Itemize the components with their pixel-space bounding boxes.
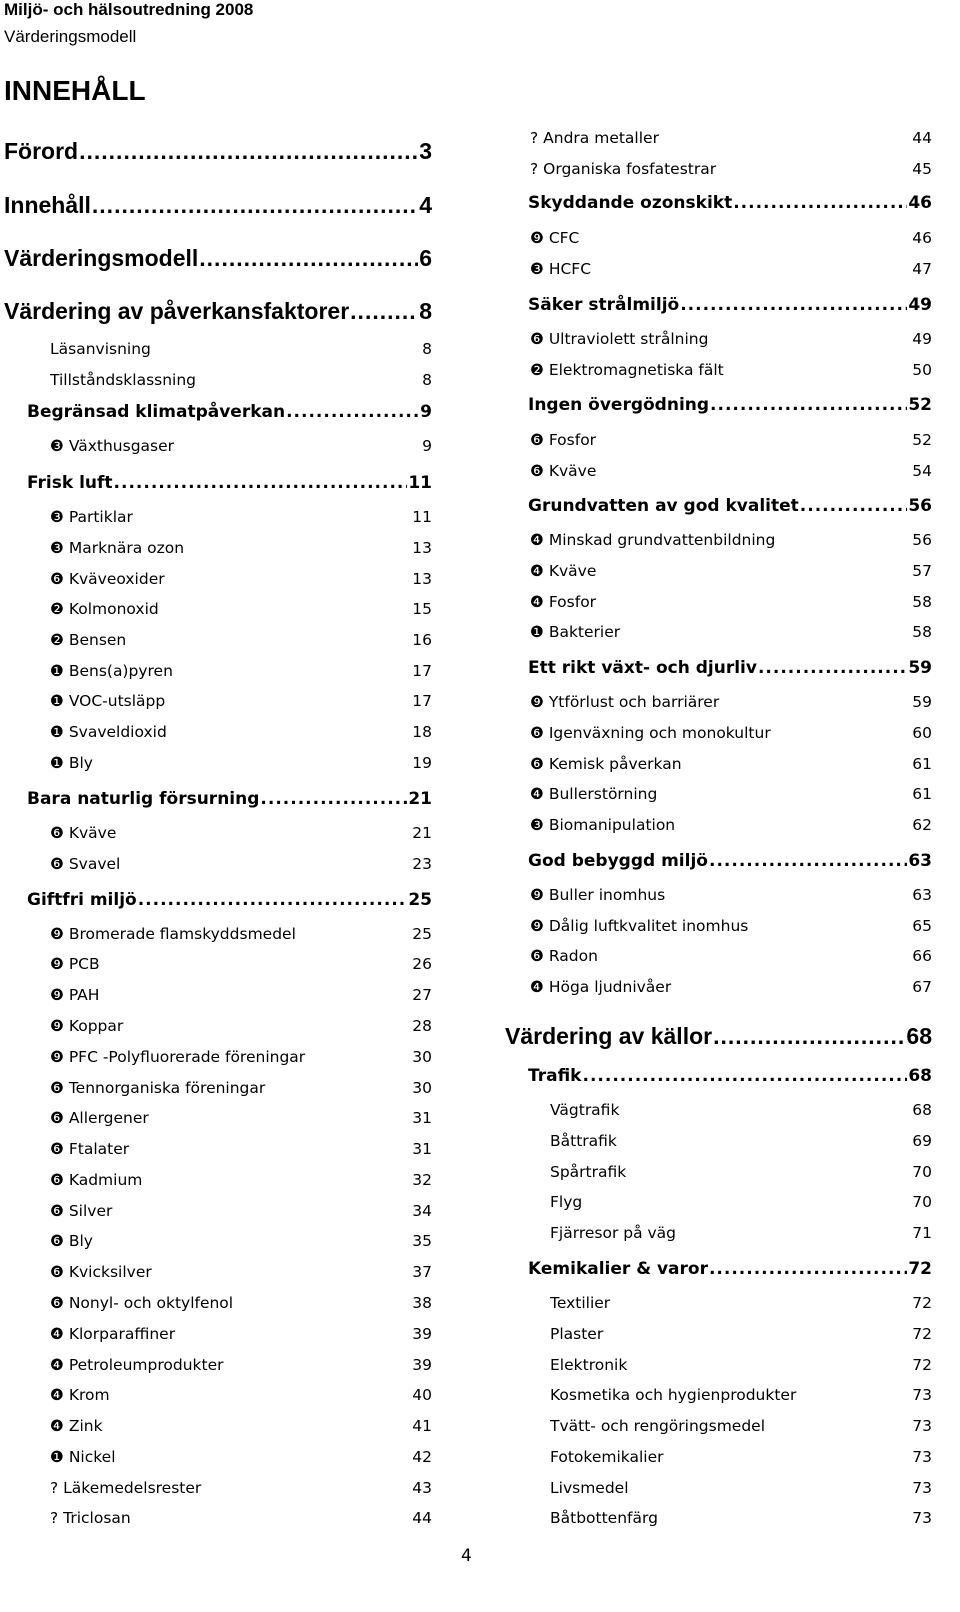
toc-entry[interactable] (528, 395, 932, 415)
toc-entry-page: 9 (422, 437, 432, 455)
toc-entry-page: 47 (912, 260, 932, 278)
toc-entry-label: ❻ Fosfor (530, 431, 597, 449)
toc-entry-label: ❾ Ytförlust och barriärer (530, 693, 720, 711)
toc-entry-page: 72 (912, 1356, 932, 1374)
toc-entry-page: 42 (412, 1448, 432, 1466)
toc-entry[interactable] (50, 754, 432, 772)
toc-entry-page: 6 (419, 245, 432, 271)
toc-entry[interactable] (550, 1163, 932, 1181)
toc-entry-page: 27 (412, 986, 432, 1004)
toc-entry[interactable] (27, 473, 432, 493)
toc-entry[interactable] (530, 260, 932, 278)
toc-entry-label: ❻ Svavel (50, 855, 121, 873)
toc-entry[interactable] (550, 1386, 932, 1404)
toc-entry[interactable] (4, 192, 432, 219)
toc-entry-label: Vägtrafik (550, 1101, 620, 1119)
toc-entry[interactable] (50, 1479, 432, 1497)
toc-entry-label: ❶ Bly (50, 754, 93, 772)
toc-entry[interactable] (50, 340, 432, 358)
toc-dot-leader (709, 1259, 907, 1279)
toc-entry-page: 72 (912, 1325, 932, 1343)
toc-entry-label: Bara naturlig försurning (27, 789, 260, 809)
toc-entry-label: ❻ Kväve (530, 462, 597, 480)
toc-entry[interactable] (27, 789, 432, 809)
toc-entry[interactable] (530, 755, 932, 773)
toc-entry-page: 63 (908, 851, 932, 871)
toc-entry[interactable] (50, 1232, 432, 1250)
toc-entry-page: 30 (412, 1048, 432, 1066)
toc-entry[interactable] (505, 1023, 932, 1050)
toc-entry[interactable] (4, 138, 432, 165)
toc-entry[interactable] (550, 1417, 932, 1435)
toc-entry-label: ❾ PFC -Polyfluorerade föreningar (50, 1048, 306, 1066)
toc-entry-label: ❹ Fosfor (530, 593, 597, 611)
toc-entry-page: 52 (912, 431, 932, 449)
toc-entry[interactable] (530, 724, 932, 742)
toc-entry[interactable] (530, 531, 932, 549)
toc-entry-page: 11 (412, 508, 432, 526)
toc-entry[interactable] (530, 623, 932, 641)
toc-entry-label: Kosmetika och hygienprodukter (550, 1386, 797, 1404)
toc-entry[interactable] (50, 692, 432, 710)
toc-dot-leader (114, 473, 408, 493)
toc-entry[interactable] (50, 855, 432, 873)
toc-entry[interactable] (550, 1509, 932, 1527)
toc-entry[interactable] (550, 1448, 932, 1466)
toc-entry[interactable] (4, 245, 432, 272)
toc-entry-page: 39 (412, 1325, 432, 1343)
toc-entry[interactable] (550, 1479, 932, 1497)
toc-entry[interactable] (27, 890, 432, 910)
toc-entry-page: 31 (412, 1109, 432, 1127)
toc-entry-page: 73 (912, 1509, 932, 1527)
toc-entry[interactable] (50, 371, 432, 389)
toc-entry-page: 45 (912, 160, 932, 178)
toc-entry-label: ❷ Kolmonoxid (50, 600, 159, 618)
toc-entry[interactable] (50, 955, 432, 973)
toc-entry[interactable] (50, 1048, 432, 1066)
toc-dot-leader (79, 138, 418, 165)
toc-entry[interactable] (528, 1066, 932, 1086)
toc-entry[interactable] (50, 570, 432, 588)
toc-entry-label: ❻ Bly (50, 1232, 93, 1250)
toc-entry[interactable] (50, 600, 432, 618)
toc-entry-label: ❹ Höga ljudnivåer (530, 978, 672, 996)
toc-entry-label: ❻ Nonyl- och oktylfenol (50, 1294, 234, 1312)
toc-entry-label: ❻ Igenväxning och monokultur (530, 724, 771, 742)
toc-entry-page: 62 (912, 816, 932, 834)
toc-entry-page: 44 (912, 129, 932, 147)
toc-entry-page: 8 (422, 371, 432, 389)
toc-entry-page: 34 (412, 1202, 432, 1220)
toc-entry-label: Innehåll (4, 192, 91, 218)
toc-entry-page: 67 (912, 978, 932, 996)
toc-entry-page: 13 (412, 539, 432, 557)
toc-entry-label: ❹ Petroleumprodukter (50, 1356, 224, 1374)
toc-entry-page: 70 (912, 1163, 932, 1181)
toc-entry-page: 66 (912, 947, 932, 965)
toc-entry-page: 49 (912, 330, 932, 348)
toc-entry[interactable] (50, 723, 432, 741)
toc-entry-label: ❻ Kemisk påverkan (530, 755, 682, 773)
toc-entry-label: Textilier (550, 1294, 611, 1312)
toc-entry-page: 32 (412, 1171, 432, 1189)
toc-entry-label: ❶ VOC-utsläpp (50, 692, 166, 710)
toc-entry[interactable] (50, 1109, 432, 1127)
toc-entry[interactable] (530, 785, 932, 803)
toc-entry[interactable] (530, 693, 932, 711)
toc-entry-page: 68 (908, 1066, 932, 1086)
toc-entry-page: 68 (912, 1101, 932, 1119)
toc-entry-page: 46 (908, 193, 932, 213)
toc-entry-label: Fotokemikalier (550, 1448, 664, 1466)
toc-entry-label: Frisk luft (27, 473, 113, 493)
toc-entry-label: God bebyggd miljö (528, 851, 708, 871)
toc-entry-page: 3 (419, 138, 432, 164)
toc-entry-page: 63 (912, 886, 932, 904)
toc-entry[interactable] (550, 1294, 932, 1312)
toc-entry-label: ? Triclosan (50, 1509, 131, 1527)
toc-entry[interactable] (50, 1448, 432, 1466)
toc-entry[interactable] (50, 508, 432, 526)
toc-entry-label: Säker strålmiljö (528, 295, 680, 315)
toc-entry-label: Giftfri miljö (27, 890, 137, 910)
toc-entry-page: 56 (912, 531, 932, 549)
toc-entry-label: Värdering av påverkansfaktorer (4, 298, 350, 324)
toc-entry-page: 19 (412, 754, 432, 772)
toc-entry[interactable] (530, 431, 932, 449)
toc-entry[interactable] (530, 917, 932, 935)
toc-entry[interactable] (530, 978, 932, 996)
toc-entry-label: Ett rikt växt- och djurliv (528, 658, 757, 678)
toc-entry-label: ❸ HCFC (530, 260, 592, 278)
toc-entry[interactable] (530, 593, 932, 611)
toc-entry-page: 21 (408, 789, 432, 809)
document-header-title: Miljö- och hälsoutredning 2008 (4, 0, 254, 19)
toc-entry[interactable] (50, 1017, 432, 1035)
toc-entry-label: ❻ Radon (530, 947, 598, 965)
toc-dot-leader (733, 193, 907, 213)
toc-entry-page: 40 (412, 1386, 432, 1404)
toc-entry-page: 58 (912, 593, 932, 611)
toc-entry-page: 13 (412, 570, 432, 588)
toc-entry[interactable] (530, 947, 932, 965)
toc-entry-label: Ingen övergödning (528, 395, 710, 415)
toc-entry-page: 21 (412, 824, 432, 842)
toc-entry-page: 72 (908, 1259, 932, 1279)
toc-entry-page: 61 (912, 785, 932, 803)
toc-entry-page: 52 (908, 395, 932, 415)
toc-entry[interactable] (50, 631, 432, 649)
toc-entry[interactable] (50, 1325, 432, 1343)
toc-entry-label: ❾ Dålig luftkvalitet inomhus (530, 917, 749, 935)
toc-entry-page: 30 (412, 1079, 432, 1097)
toc-entry-page: 26 (412, 955, 432, 973)
toc-entry-label: Värdering av källor (505, 1023, 713, 1049)
toc-entry-page: 44 (412, 1509, 432, 1527)
toc-entry[interactable] (50, 1509, 432, 1527)
toc-entry[interactable] (530, 160, 932, 178)
toc-entry-page: 59 (908, 658, 932, 678)
toc-entry-page: 37 (412, 1263, 432, 1281)
toc-entry-label: ❸ Växthusgaser (50, 437, 175, 455)
toc-entry-page: 68 (906, 1023, 932, 1049)
toc-entry-label: ❶ Bakterier (530, 623, 621, 641)
document-header-subtitle: Värderingsmodell (4, 27, 137, 46)
toc-entry-label: ❻ Kväve (50, 824, 117, 842)
toc-entry-label: ? Andra metaller (530, 129, 659, 147)
toc-entry[interactable] (4, 298, 432, 325)
toc-entry-label: ? Organiska fosfatestrar (530, 160, 717, 178)
toc-entry[interactable] (50, 1171, 432, 1189)
toc-entry-label: ❸ Biomanipulation (530, 816, 676, 834)
toc-entry[interactable] (50, 662, 432, 680)
toc-entry-label: ❾ PAH (50, 986, 100, 1004)
toc-entry-label: ❹ Zink (50, 1417, 103, 1435)
toc-entry-page: 65 (912, 917, 932, 935)
toc-entry-label: ❶ Svaveldioxid (50, 723, 167, 741)
toc-entry-page: 11 (408, 473, 432, 493)
toc-entry[interactable] (530, 330, 932, 348)
toc-entry-label: ❸ Marknära ozon (50, 539, 185, 557)
toc-entry-label: ❾ Bromerade flamskyddsmedel (50, 925, 296, 943)
toc-entry-label: Läsanvisning (50, 340, 151, 358)
toc-entry-page: 41 (412, 1417, 432, 1435)
toc-entry-label: ❹ Klorparaffiner (50, 1325, 176, 1343)
toc-entry-page: 17 (412, 692, 432, 710)
toc-entry[interactable] (50, 437, 432, 455)
toc-entry-page: 9 (420, 402, 432, 422)
toc-entry-label: ? Läkemedelsrester (50, 1479, 202, 1497)
toc-entry-label: Kemikalier & varor (528, 1259, 708, 1279)
toc-entry-page: 23 (412, 855, 432, 873)
toc-entry[interactable] (50, 1356, 432, 1374)
toc-entry-page: 71 (912, 1224, 932, 1242)
toc-entry-label: ❻ Allergener (50, 1109, 149, 1127)
toc-entry-page: 43 (412, 1479, 432, 1497)
toc-entry-label: ❸ Partiklar (50, 508, 133, 526)
page-number: 4 (461, 1546, 472, 1566)
toc-dot-leader (758, 658, 907, 678)
toc-entry-page: 59 (912, 693, 932, 711)
toc-entry-page: 73 (912, 1448, 932, 1466)
toc-entry[interactable] (528, 1259, 932, 1279)
toc-entry-label: ❻ Silver (50, 1202, 113, 1220)
toc-entry[interactable] (550, 1325, 932, 1343)
toc-entry-page: 35 (412, 1232, 432, 1250)
toc-dot-leader (138, 890, 408, 910)
toc-dot-leader (286, 402, 419, 422)
toc-entry-page: 39 (412, 1356, 432, 1374)
toc-entry-label: ❻ Kvicksilver (50, 1263, 152, 1281)
toc-entry-page: 25 (408, 890, 432, 910)
toc-entry-page: 58 (912, 623, 932, 641)
toc-entry-label: ❶ Bens(a)pyren (50, 662, 173, 680)
toc-entry[interactable] (530, 816, 932, 834)
toc-dot-leader (583, 1066, 908, 1086)
toc-entry-label: ❻ Ultraviolett strålning (530, 330, 709, 348)
toc-dot-leader (260, 789, 407, 809)
toc-entry[interactable] (50, 1079, 432, 1097)
toc-entry-label: ❻ Kadmium (50, 1171, 143, 1189)
toc-entry-label: Trafik (528, 1066, 582, 1086)
toc-entry-page: 15 (412, 600, 432, 618)
toc-entry-page: 60 (912, 724, 932, 742)
toc-entry-label: ❾ Buller inomhus (530, 886, 666, 904)
toc-entry-label: ❻ Kväveoxider (50, 570, 165, 588)
toc-entry-label: ❹ Bullerstörning (530, 785, 658, 803)
toc-entry-page: 70 (912, 1193, 932, 1211)
toc-entry[interactable] (530, 129, 932, 147)
toc-entry-label: ❶ Nickel (50, 1448, 116, 1466)
toc-dot-leader (350, 298, 418, 325)
toc-dot-leader (680, 295, 907, 315)
toc-entry-label: ❹ Minskad grundvattenbildning (530, 531, 776, 549)
toc-entry-page: 8 (419, 298, 432, 324)
toc-entry[interactable] (550, 1132, 932, 1150)
toc-entry[interactable] (50, 1263, 432, 1281)
toc-entry-label: Begränsad klimatpåverkan (27, 402, 286, 422)
toc-dot-leader (92, 192, 418, 219)
toc-entry-label: ❾ CFC (530, 229, 580, 247)
toc-dot-leader (710, 395, 907, 415)
toc-entry-label: Förord (4, 138, 79, 164)
toc-entry[interactable] (530, 886, 932, 904)
toc-entry-page: 69 (912, 1132, 932, 1150)
toc-entry[interactable] (50, 824, 432, 842)
toc-entry-page: 73 (912, 1386, 932, 1404)
toc-entry-label: Grundvatten av god kvalitet (528, 496, 799, 516)
toc-entry-label: Plaster (550, 1325, 604, 1343)
toc-entry-label: ❻ Tennorganiska föreningar (50, 1079, 266, 1097)
toc-entry[interactable] (27, 402, 432, 422)
toc-entry-label: Värderingsmodell (4, 245, 199, 271)
toc-entry-page: 46 (912, 229, 932, 247)
toc-entry-page: 57 (912, 562, 932, 580)
toc-entry[interactable] (530, 229, 932, 247)
toc-entry-page: 8 (422, 340, 432, 358)
toc-entry[interactable] (50, 1294, 432, 1312)
toc-entry-page: 25 (412, 925, 432, 943)
toc-entry-label: Spårtrafik (550, 1163, 627, 1181)
toc-entry-page: 54 (912, 462, 932, 480)
toc-entry[interactable] (50, 1140, 432, 1158)
toc-entry[interactable] (528, 193, 932, 213)
toc-entry[interactable] (50, 1417, 432, 1435)
toc-entry-page: 16 (412, 631, 432, 649)
toc-entry-page: 18 (412, 723, 432, 741)
toc-dot-leader (199, 245, 418, 272)
toc-entry[interactable] (550, 1193, 932, 1211)
toc-dot-leader (800, 496, 908, 516)
toc-entry-page: 28 (412, 1017, 432, 1035)
toc-entry[interactable] (50, 1386, 432, 1404)
toc-entry-label: Livsmedel (550, 1479, 629, 1497)
toc-entry[interactable] (50, 986, 432, 1004)
toc-entry-label: Tvätt- och rengöringsmedel (550, 1417, 766, 1435)
toc-entry-label: ❷ Elektromagnetiska fält (530, 361, 724, 379)
toc-entry-label: ❹ Kväve (530, 562, 597, 580)
toc-entry[interactable] (550, 1101, 932, 1119)
toc-entry[interactable] (50, 539, 432, 557)
toc-entry[interactable] (528, 496, 932, 516)
toc-entry[interactable] (50, 1202, 432, 1220)
toc-entry-page: 38 (412, 1294, 432, 1312)
toc-dot-leader (709, 851, 907, 871)
toc-entry-label: Skyddande ozonskikt (528, 193, 733, 213)
toc-entry-label: Fjärresor på väg (550, 1224, 677, 1242)
toc-entry-page: 50 (912, 361, 932, 379)
toc-title: INNEHÅLL (4, 75, 146, 106)
toc-entry-page: 61 (912, 755, 932, 773)
toc-entry-page: 72 (912, 1294, 932, 1312)
toc-entry-label: Båttrafik (550, 1132, 617, 1150)
toc-entry[interactable] (528, 658, 932, 678)
toc-entry[interactable] (530, 361, 932, 379)
toc-entry-page: 56 (908, 496, 932, 516)
toc-entry-label: Båtbottenfärg (550, 1509, 658, 1527)
toc-entry-page: 4 (419, 192, 432, 218)
toc-entry[interactable] (550, 1356, 932, 1374)
toc-entry-label: Flyg (550, 1193, 583, 1211)
toc-entry[interactable] (528, 295, 932, 315)
toc-entry-page: 17 (412, 662, 432, 680)
toc-entry[interactable] (50, 925, 432, 943)
toc-entry-label: ❷ Bensen (50, 631, 127, 649)
toc-entry[interactable] (530, 462, 932, 480)
toc-entry-page: 31 (412, 1140, 432, 1158)
toc-entry-label: ❹ Krom (50, 1386, 110, 1404)
toc-entry-page: 73 (912, 1417, 932, 1435)
toc-entry-label: ❻ Ftalater (50, 1140, 130, 1158)
toc-entry[interactable] (530, 562, 932, 580)
toc-entry-label: ❾ PCB (50, 955, 100, 973)
toc-dot-leader (713, 1023, 905, 1050)
toc-entry[interactable] (528, 851, 932, 871)
toc-entry-label: ❾ Koppar (50, 1017, 124, 1035)
toc-entry-page: 73 (912, 1479, 932, 1497)
toc-entry-label: Elektronik (550, 1356, 628, 1374)
toc-entry[interactable] (550, 1224, 932, 1242)
toc-entry-page: 49 (908, 295, 932, 315)
toc-entry-label: Tillståndsklassning (50, 371, 197, 389)
